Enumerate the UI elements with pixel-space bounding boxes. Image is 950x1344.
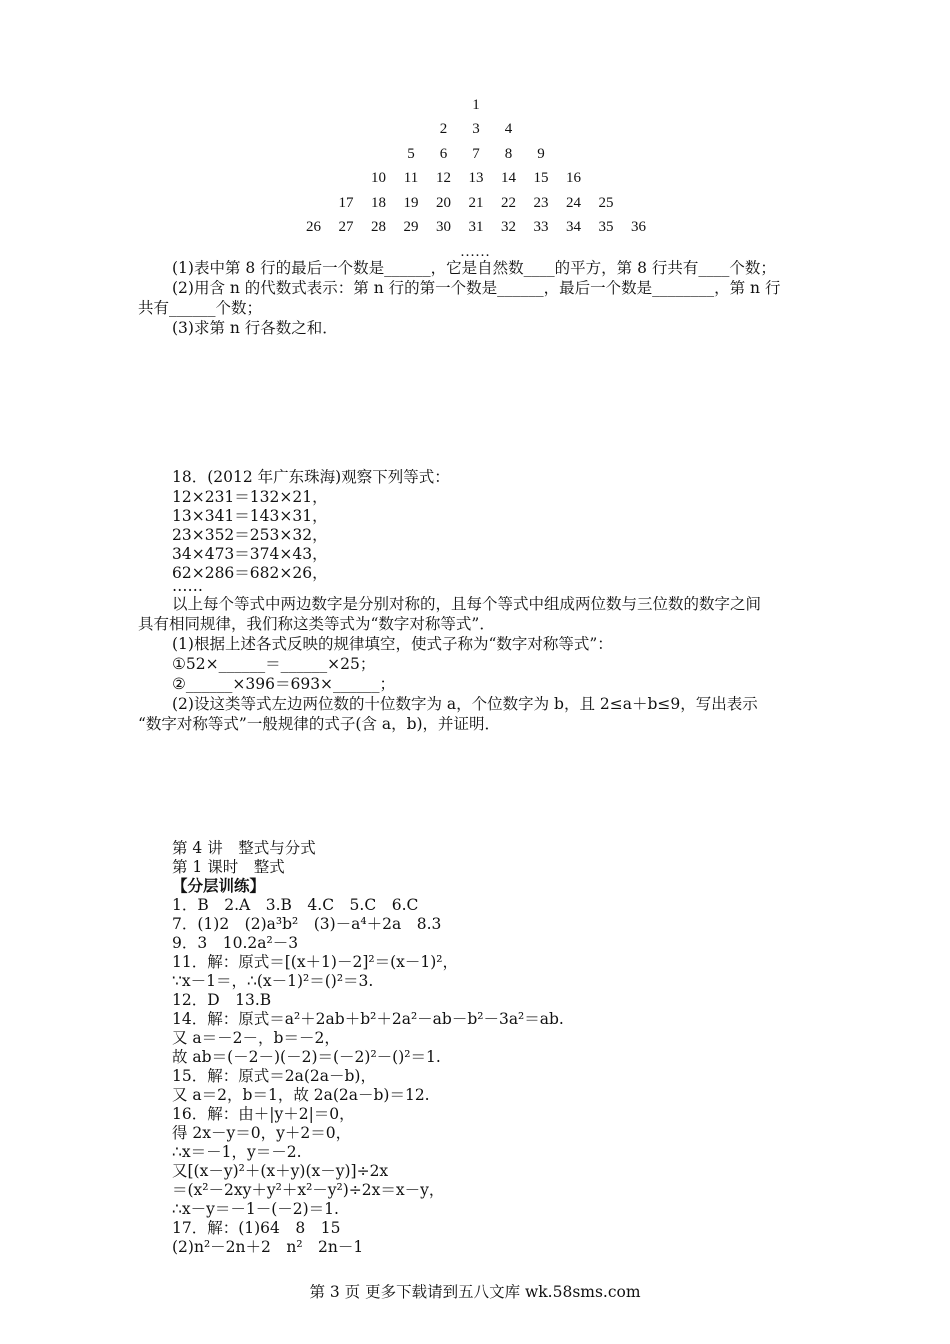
triangle-cell: 8: [504, 145, 513, 162]
triangle-row: [0, 121, 950, 143]
answer-line: 又[(x－y)²＋(x＋y)(x－y)]÷2x: [172, 1162, 389, 1180]
triangle-cell: 27: [338, 219, 354, 235]
triangle-row: [0, 146, 950, 168]
triangle-cell: 34: [566, 219, 581, 235]
triangle-cell: 3: [472, 121, 480, 138]
triangle-row: [0, 219, 950, 241]
triangle-cell: 24: [566, 194, 581, 211]
q18-part-1: (1)根据上述各式反映的规律填空，使式子称为“数字对称等式”：: [172, 635, 613, 653]
answer-line: 12．D 13.B: [172, 991, 272, 1009]
triangle-cell: 21: [468, 194, 484, 211]
answer-line: (2)n²－2n＋2 n² 2n－1: [172, 1238, 364, 1256]
answer-line: ∴x＝－1，y＝－2.: [172, 1143, 302, 1161]
triangle-cell: 25: [598, 194, 614, 211]
triangle-cell: 32: [501, 219, 516, 235]
triangle-cell: 7: [472, 145, 480, 162]
triangle-row: [0, 170, 950, 192]
triangle-cell: 18: [371, 194, 386, 211]
page-footer: 第 3 页 更多下载请到五八文库 wk.58sms.com: [309, 1283, 641, 1301]
q18-blank-1: ①52×______＝______×25；: [172, 655, 376, 673]
q18-title: 18．(2012 年广东珠海)观察下列等式：: [172, 468, 450, 486]
triangle-cell: 33: [533, 219, 549, 235]
triangle-cell: 10: [371, 170, 386, 187]
triangle-cell: 4: [504, 121, 513, 138]
triangle-cell: 30: [436, 219, 451, 235]
q17-line-3: 共有______个数；: [138, 299, 263, 317]
answer-line: 1．B 2.A 3.B 4.C 5.C 6.C: [172, 896, 419, 914]
triangle-cell: 26: [306, 219, 321, 235]
q18-eq-2: 13×341＝143×31，: [172, 507, 328, 525]
answer-line: 又 a＝2，b＝1，故 2a(2a－b)＝12.: [172, 1086, 430, 1104]
q18-para-1: 以上每个等式中两边数字是分别对称的，且每个等式中组成两位数与三位数的数字之间: [172, 595, 762, 613]
triangle-cell: 6: [439, 145, 448, 162]
triangle-cell: 29: [403, 219, 419, 235]
triangle-row: [0, 97, 950, 119]
triangle-cell: 13: [468, 170, 484, 187]
triangle-cell: 23: [533, 194, 549, 211]
q18-eq-4: 34×473＝374×43，: [172, 545, 328, 563]
q18-part-2: (2)设这类等式左边两位数的十位数字为 a，个位数字为 b，且 2≤a＋b≤9，写出表示: [172, 695, 758, 713]
triangle-cell: 15: [533, 170, 549, 187]
q17-line-2: (2)用含 n 的代数式表示：第 n 行的第一个数是______，最后一个数是________，第 n 行: [172, 279, 781, 297]
triangle-cell: 19: [403, 194, 419, 211]
answer-line: 14．解：原式＝a²＋2ab＋b²＋2a²－ab－b²－3a²＝ab.: [172, 1010, 564, 1028]
q18-eq-3: 23×352＝253×32，: [172, 526, 328, 544]
q17-line-1: (1)表中第 8 行的最后一个数是______，它是自然数____的平方，第 8 行共有____个数；: [172, 259, 776, 277]
triangle-cell: 1: [472, 97, 480, 113]
answer-line: ＝(x²－2xy＋y²＋x²－y²)÷2x＝x－y，: [172, 1181, 445, 1199]
triangle-cell: 16: [566, 170, 581, 187]
answer-line: 11．解：原式＝[(x＋1)－2]²＝(x－1)²，: [172, 953, 459, 971]
triangle-cell: 12: [436, 170, 451, 187]
triangle-cell: 22: [501, 194, 516, 211]
triangle-cell: 35: [598, 219, 614, 235]
answer-line: 17．解：(1)64 8 15: [172, 1219, 341, 1237]
answer-line: 第 1 课时 整式: [172, 858, 285, 876]
answer-line: ∴x－y＝－1－(－2)＝1.: [172, 1200, 339, 1218]
answer-line: 又 a＝－2－，b＝－2，: [172, 1029, 340, 1047]
answer-line: 【分层训练】: [172, 876, 266, 895]
q18-eq-5: 62×286＝682×26，: [172, 564, 328, 582]
q18-eq-1: 12×231＝132×21，: [172, 488, 328, 506]
answer-line: 7．(1)2 (2)a³b² (3)－a⁴＋2a 8.3: [172, 915, 442, 933]
q18-part-2-cont: “数字对称等式”一般规律的式子(含 a，b)，并证明．: [138, 715, 501, 733]
triangle-cell: 5: [407, 145, 415, 162]
triangle-row: [0, 195, 950, 217]
triangle-cell: 20: [436, 194, 451, 211]
q17-line-4: (3)求第 n 行各数之和．: [172, 319, 338, 337]
q18-ellipsis: ……: [172, 577, 203, 595]
q18-para-2: 具有相同规律，我们称这类等式为“数字对称等式”．: [138, 615, 495, 633]
triangle-cell: 14: [501, 170, 516, 187]
answer-line: ∵x－1＝，∴(x－1)²＝()²＝3.: [172, 972, 374, 990]
answer-line: 得 2x－y＝0，y＋2＝0，: [172, 1124, 352, 1142]
answer-line: 16．解：由＋|y＋2|＝0，: [172, 1105, 355, 1123]
answer-line: 15．解：原式＝2a(2a－b)，: [172, 1067, 376, 1085]
triangle-cell: 11: [403, 170, 419, 187]
answer-line: 第 4 讲 整式与分式: [172, 839, 316, 857]
answer-line: 故 ab＝(－2－)(－2)＝(－2)²－()²＝1.: [172, 1048, 441, 1066]
triangle-ellipsis: ……: [460, 244, 490, 260]
triangle-cell: 9: [537, 145, 545, 162]
q18-blank-2: ②______×396＝693×______；: [172, 675, 396, 693]
triangle-cell: 31: [468, 219, 484, 235]
answer-line: 9．3 10.2a²－3: [172, 934, 299, 952]
triangle-cell: 17: [338, 194, 354, 211]
triangle-cell: 2: [439, 121, 448, 138]
triangle-cell: 36: [631, 219, 646, 235]
triangle-cell: 28: [371, 219, 386, 235]
